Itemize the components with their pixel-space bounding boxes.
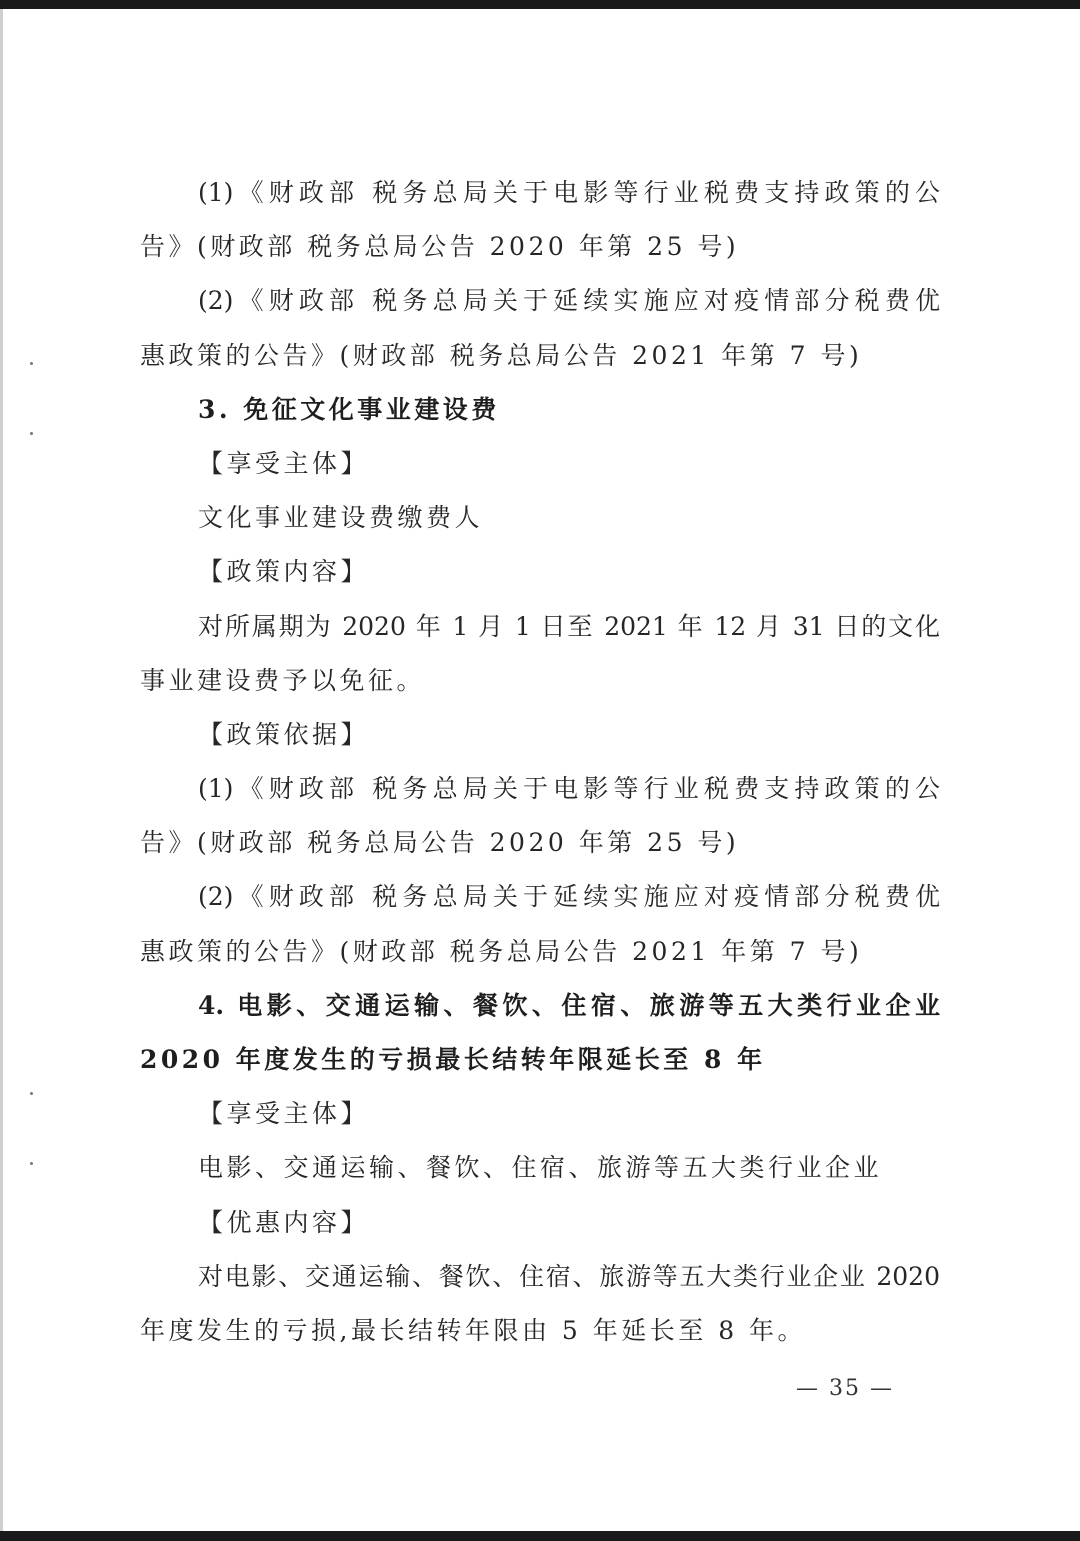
- scan-border-top: [0, 0, 1080, 9]
- basis-item-line: (2)《财政部 税务总局关于延续实施应对疫情部分税费优: [198, 286, 940, 316]
- scan-speck: [30, 1162, 33, 1165]
- section-heading: 2020 年度发生的亏损最长结转年限延长至 8 年: [140, 1045, 766, 1074]
- section-label: 【优惠内容】: [198, 1207, 370, 1237]
- paragraph-line: 对所属期为 2020 年 1 月 1 日至 2021 年 12 月 31 日的文化: [198, 611, 940, 641]
- paragraph-line: 事业建设费予以免征。: [140, 665, 426, 695]
- basis-item-line: (1)《财政部 税务总局关于电影等行业税费支持政策的公: [198, 178, 940, 207]
- document-body: [140, 166, 940, 1358]
- paragraph-line: 对电影、交通运输、餐饮、住宿、旅游等五大类行业企业 2020: [198, 1261, 940, 1291]
- basis-item-line: 惠政策的公告》(财政部 税务总局公告 2021 年第 7 号): [140, 340, 863, 370]
- paragraph-line: 电影、交通运输、餐饮、住宿、旅游等五大类行业企业: [198, 1153, 883, 1183]
- scan-border-left: [0, 9, 3, 1531]
- basis-item-line: 告》(财政部 税务总局公告 2020 年第 25 号): [140, 828, 740, 858]
- basis-item-line: 惠政策的公告》(财政部 税务总局公告 2021 年第 7 号): [140, 936, 863, 966]
- scan-speck: [30, 432, 33, 435]
- paragraph-line: 文化事业建设费缴费人: [198, 503, 484, 533]
- section-label: 【享受主体】: [198, 1099, 370, 1129]
- basis-item-line: (2)《财政部 税务总局关于延续实施应对疫情部分税费优: [198, 882, 940, 912]
- scan-speck: [30, 1092, 33, 1095]
- section-label: 【政策内容】: [198, 557, 370, 587]
- section-label: 【享受主体】: [198, 448, 370, 478]
- paragraph-line: 年度发生的亏损,最长结转年限由 5 年延长至 8 年。: [140, 1315, 807, 1345]
- scan-speck: [30, 362, 33, 365]
- scan-border-bottom: [0, 1531, 1080, 1541]
- page-number: — 35 —: [796, 1376, 894, 1401]
- section-heading: 3. 免征文化事业建设费: [198, 394, 500, 424]
- section-label: 【政策依据】: [198, 719, 370, 749]
- section-heading: 4. 电影、交通运输、餐饮、住宿、旅游等五大类行业企业: [198, 990, 940, 1020]
- basis-item-line: (1)《财政部 税务总局关于电影等行业税费支持政策的公: [198, 774, 940, 804]
- basis-item-line: 告》(财政部 税务总局公告 2020 年第 25 号): [140, 232, 740, 262]
